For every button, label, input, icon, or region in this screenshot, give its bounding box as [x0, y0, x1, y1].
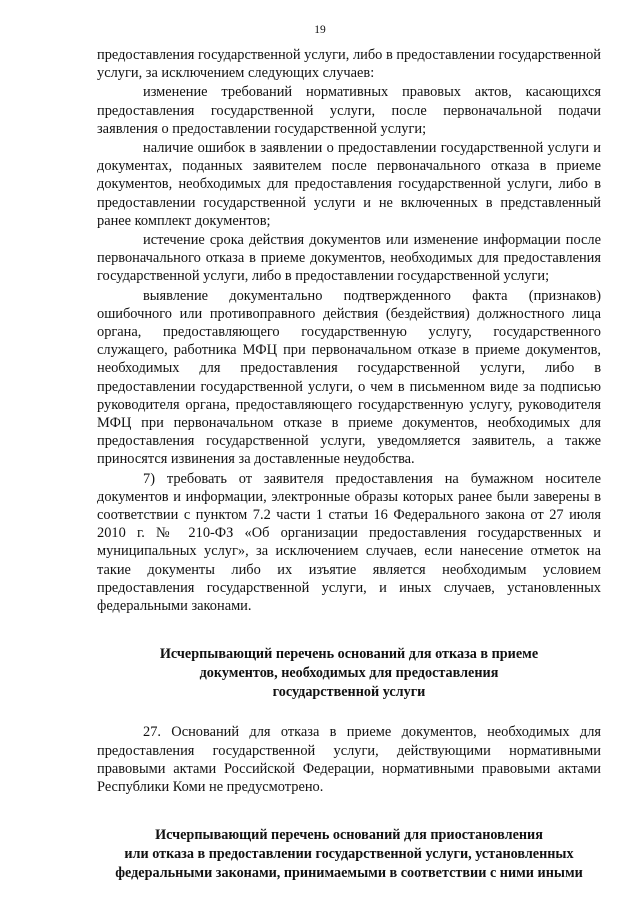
page-number: 19 [314, 24, 326, 36]
document-body [97, 46, 601, 883]
paragraph-case-expiry: истечение срока действия документов или изменение информации после первоначального отказа в приеме документов, необходимых для предоставления государственной услуги, либо в предоставлении государственной услуги; [97, 232, 601, 285]
heading-line: федеральными законами, принимаемыми в соответствии с ними иными [115, 865, 583, 882]
heading-line: или отказа в предоставлении государственной услуги, установленных [124, 846, 574, 863]
paragraph-continuation: предоставления государственной услуги, либо в предоставлении государственной услуги, за исключением следующих случаев: [97, 47, 601, 82]
paragraph-27: 27. Оснований для отказа в приеме документов, необходимых для предоставления государственной услуги, действующими нормативными правовыми актами Российской Федерации, нормативными правовыми актами Республики Коми не предусмотрено. [97, 724, 601, 795]
paragraph-item-7: 7) требовать от заявителя предоставления на бумажном носителе документов и информации, электронные образы которых ранее были заверены в соответствии с пунктом 7.2 части 1 статьи 16 Федерального закона от 27 июля 2010 г. № 210-ФЗ «Об организации предоставления государственных и муниципальных услуг», за исключением случаев, если нанесение отметок на такие документы либо их изъятие является необходимым условием предоставления государственной услуги, и иных случаев, установленных федеральными законами. [97, 470, 601, 615]
paragraph-case-errors: наличие ошибок в заявлении о предоставлении государственной услуги и документах, поданных заявителем после первоначального отказа в приеме документов, необходимых для предоставления государственной услуги, либо в предоставлении государственной услуги и не включенных в представленный ранее комплект документов; [97, 140, 601, 229]
paragraph-case-wrongful-action: выявление документально подтвержденного факта (признаков) ошибочного или противоправного действия (бездействия) должностного лица органа, предоставляющего государственную услугу, государственного служащего, работника МФЦ при первоначальном отказе в приеме документов, необходимых для предоставления государственной услуги, либо в предоставлении государственной услуги, о чем в письменном виде за подписью руководителя органа, предоставляющего государственную услугу, руководителя МФЦ при первоначальном отказе в приеме документов, необходимых для предоставления государственной услуги, уведомляется заявитель, а также приносятся извинения за доставленные неудобства. [97, 287, 601, 468]
section-heading-suspension-grounds [97, 826, 601, 883]
paragraph-case-regulation-change: изменение требований нормативных правовых актов, касающихся предоставления государственной услуги, после первоначальной подачи заявления о предоставлении государственной услуги; [97, 84, 601, 137]
heading-line: государственной услуги [272, 684, 426, 701]
heading-line: документов, необходимых для предоставления [199, 665, 499, 682]
section-heading-refusal-grounds [97, 645, 601, 702]
heading-line: Исчерпывающий перечень оснований для отказа в приеме [159, 646, 539, 663]
heading-line: Исчерпывающий перечень оснований для приостановления [155, 827, 543, 844]
